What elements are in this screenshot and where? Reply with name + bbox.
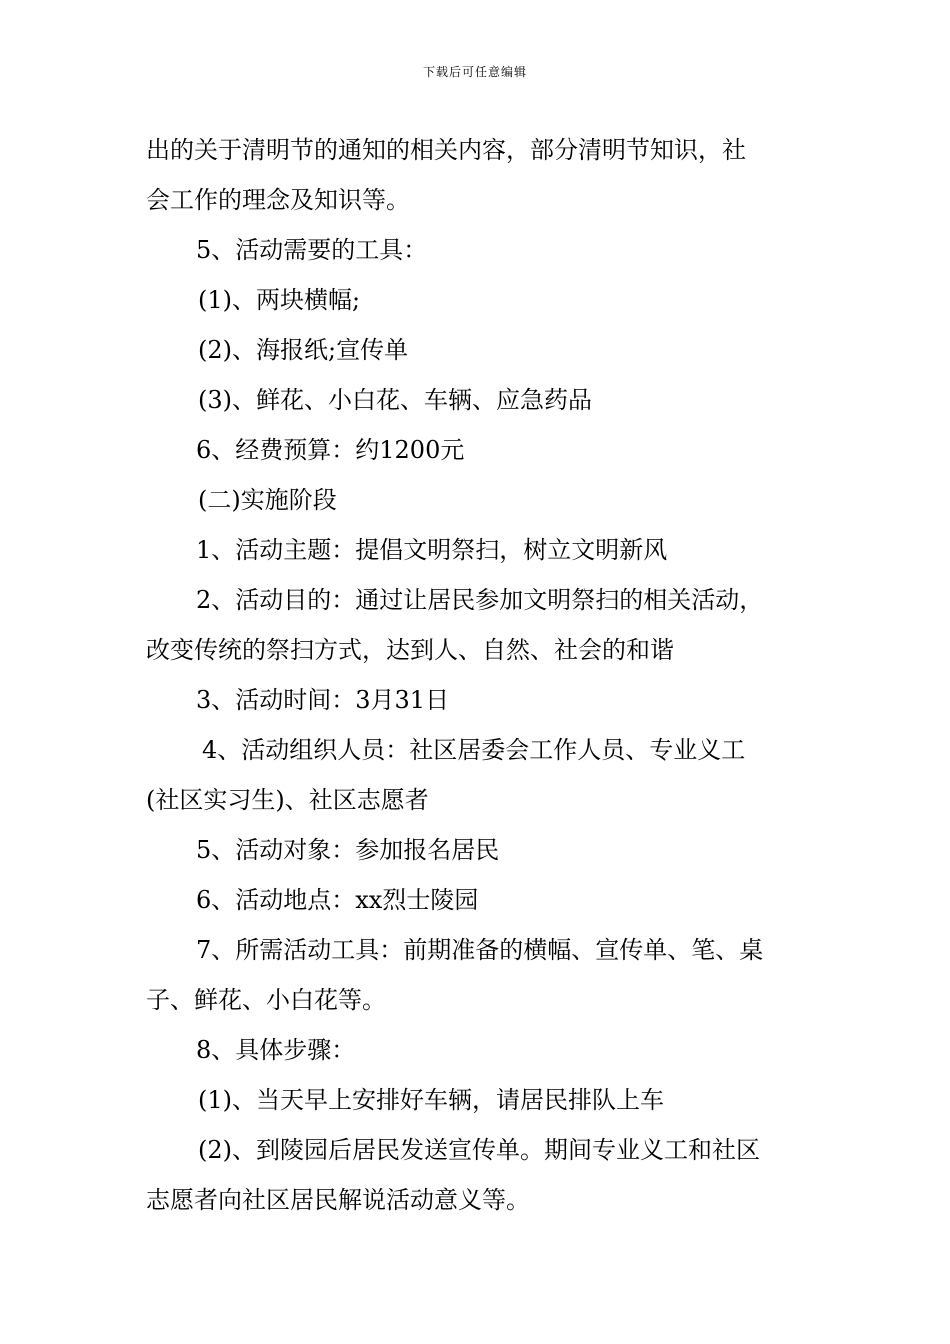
list-item: 1、活动主题：提倡文明祭扫，树立文明新风 (196, 536, 668, 564)
text-line: 会工作的理念及知识等。 (146, 186, 410, 214)
page-header: 下载后可任意编辑 (422, 65, 527, 79)
list-item: (3)、鲜花、小白花、车辆、应急药品 (198, 386, 592, 414)
document-body (146, 125, 810, 1225)
text-line: 子、鲜花、小白花等。 (146, 986, 386, 1014)
list-item: 5、活动对象：参加报名居民 (196, 836, 500, 864)
text-line: 出的关于清明节的通知的相关内容，部分清明节知识，社 (146, 136, 746, 164)
list-item: (1)、两块横幅; (198, 286, 361, 314)
list-item: 6、活动地点：xx烈士陵园 (196, 886, 479, 914)
text-line: 改变传统的祭扫方式，达到人、自然、社会的和谐 (146, 636, 674, 664)
text-line: (社区实习生)、社区志愿者 (146, 786, 429, 814)
list-item: 7、所需活动工具：前期准备的横幅、宣传单、笔、桌 (196, 936, 764, 964)
list-item: (1)、当天早上安排好车辆，请居民排队上车 (198, 1086, 664, 1114)
list-item: (2)、到陵园后居民发送宣传单。期间专业义工和社区 (198, 1136, 760, 1164)
budget-line: 6、经费预算：约1200元 (196, 436, 465, 464)
list-item: 2、活动目的：通过让居民参加文明祭扫的相关活动， (196, 586, 764, 614)
list-item: 4、活动组织人员：社区居委会工作人员、专业义工 (202, 736, 746, 764)
text-line: 志愿者向社区居民解说活动意义等。 (146, 1186, 530, 1214)
list-item: (2)、海报纸;宣传单 (198, 336, 409, 364)
list-item: 3、活动时间：3月31日 (196, 686, 450, 714)
tools-heading: 5、活动需要的工具： (196, 236, 428, 264)
section-heading: (二)实施阶段 (198, 486, 337, 514)
list-item: 8、具体步骤： (196, 1036, 356, 1064)
